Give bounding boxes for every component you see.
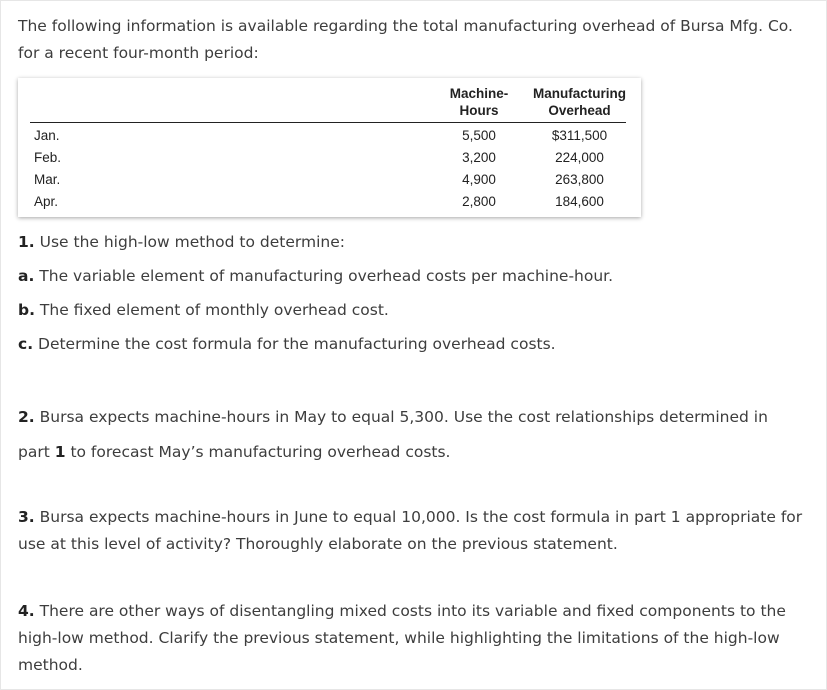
table-row: [18, 150, 641, 172]
question-number: b.: [18, 301, 35, 319]
hours-cell: 2,800: [462, 194, 496, 209]
question-text-cont: part: [18, 443, 55, 461]
month-cell: Apr.: [34, 194, 59, 209]
intro-text: The following information is available regarding the total manufacturing overhead of Bursa Mfg. Co. for a recent four-month period:: [18, 17, 793, 62]
question-number: 3.: [18, 508, 35, 526]
header-overhead-line2: Overhead: [548, 103, 611, 118]
month-cell: Mar.: [34, 172, 61, 187]
leader-dots: [73, 154, 433, 164]
question-number: 4.: [18, 602, 35, 620]
question-1: [18, 229, 818, 256]
header-manufacturing-overhead: [523, 85, 636, 119]
question-number: 2.: [18, 408, 35, 426]
question-number: a.: [18, 267, 35, 285]
table-row: [18, 128, 641, 150]
table-row: [18, 172, 641, 194]
header-machine-hours-line2: Hours: [459, 103, 499, 118]
question-text: Bursa expects machine-hours in May to equal 5,300. Use the cost relationships determined in: [34, 408, 768, 426]
question-1a: [18, 263, 818, 290]
question-text: The variable element of manufacturing overhead costs per machine-hour.: [34, 267, 614, 285]
overhead-cell: 263,800: [555, 172, 604, 187]
question-text: Bursa expects machine-hours in June to equal 10,000. Is the cost formula in part 1 appropriate for use at this level of activity? Thoroughly elaborate on the previous statement.: [18, 508, 803, 553]
question-1c: [18, 331, 818, 358]
header-machine-hours: [443, 85, 515, 119]
question-4: [18, 598, 818, 679]
overhead-cell: $311,500: [551, 128, 608, 143]
header-overhead-line1: Manufacturing: [533, 86, 626, 101]
question-text: The fixed element of monthly overhead cost.: [34, 301, 389, 319]
leader-dots: [73, 176, 433, 186]
part-reference: 1: [54, 443, 66, 461]
question-number: c.: [18, 335, 34, 353]
overhead-table: [18, 78, 641, 217]
hours-cell: 4,900: [462, 172, 496, 187]
month-cell: Feb.: [34, 150, 62, 165]
month-cell: Jan.: [34, 128, 60, 143]
leader-dots: [73, 132, 433, 142]
question-2: [18, 400, 818, 470]
question-number: 1.: [18, 233, 35, 251]
question-3: [18, 504, 818, 558]
header-machine-hours-line1: Machine-: [449, 86, 509, 101]
question-text: There are other ways of disentangling mixed costs into its variable and fixed components to the high-low method. Clarify the previous statement, while highlighting the limitations of the high-low method.: [18, 602, 786, 674]
leader-dots: [73, 198, 433, 208]
header-rule: [30, 122, 626, 123]
overhead-cell: 184,600: [555, 194, 604, 209]
question-text: Use the high-low method to determine:: [34, 233, 345, 251]
question-text-end: to forecast May’s manufacturing overhead costs.: [65, 443, 451, 461]
hours-cell: 5,500: [462, 128, 496, 143]
overhead-cell: 224,000: [555, 150, 604, 165]
hours-cell: 3,200: [462, 150, 496, 165]
table-row: [18, 194, 641, 216]
question-1b: [18, 297, 818, 324]
question-text: Determine the cost formula for the manufacturing overhead costs.: [33, 335, 556, 353]
